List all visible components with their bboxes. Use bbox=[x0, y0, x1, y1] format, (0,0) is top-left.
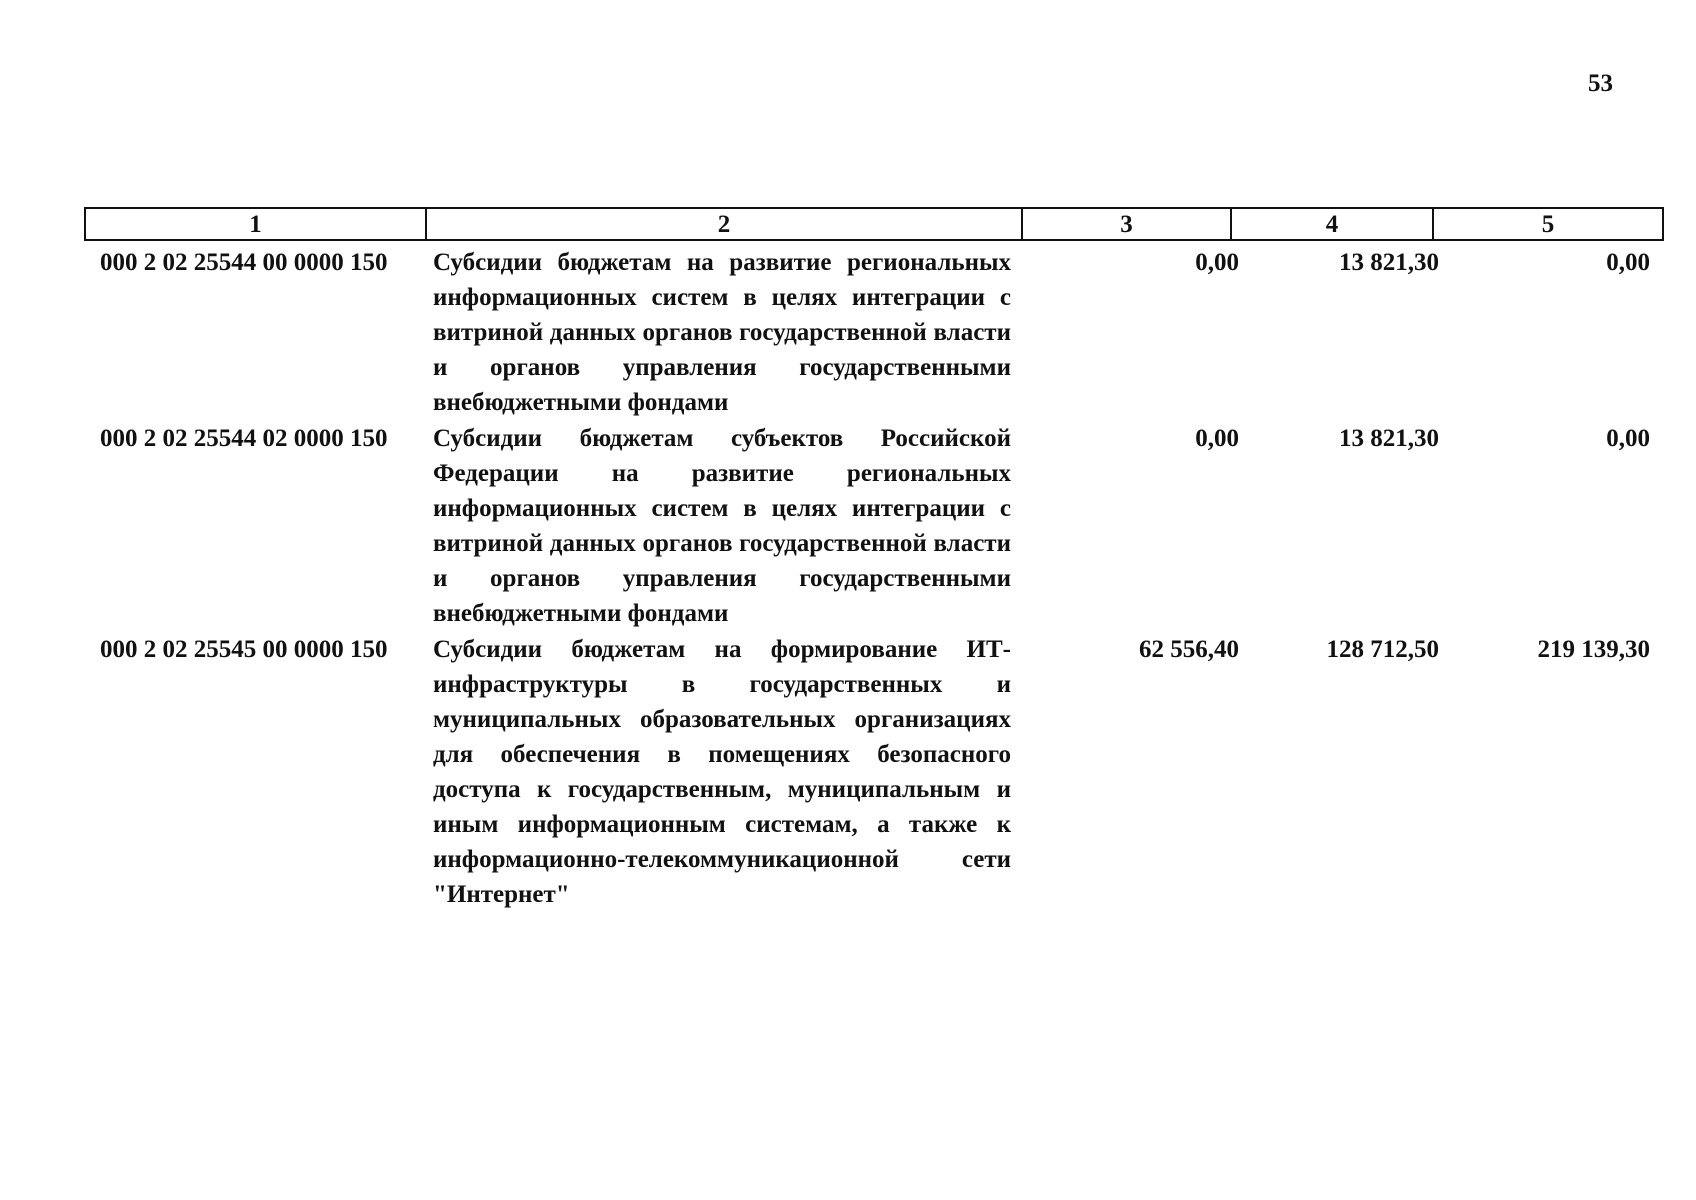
row-value-col4: 13 821,30 bbox=[1339, 249, 1439, 276]
row-code: 000 2 02 25545 00 0000 150 bbox=[100, 636, 388, 663]
row-description: Субсидии бюджетам на формирование ИТ-инфраструктуры в государственных и муниципальных образовательных организациях для обеспечения в помещениях безопасного доступа к государственным, муниципальным и иным информационным системам, а также к информационно-телекоммуникационной сети "Интернет" bbox=[433, 636, 1011, 908]
row-code: 000 2 02 25544 00 0000 150 bbox=[100, 249, 388, 276]
row-value-col5: 0,00 bbox=[1606, 249, 1650, 276]
row-value-col4: 128 712,50 bbox=[1326, 636, 1439, 663]
header-col-2: 2 bbox=[427, 209, 1023, 239]
page-number: 53 bbox=[1588, 70, 1613, 97]
row-value-col4: 13 821,30 bbox=[1339, 425, 1439, 452]
row-value-col3: 0,00 bbox=[1195, 425, 1239, 452]
row-value-col3: 0,00 bbox=[1195, 249, 1239, 276]
row-value-col5: 0,00 bbox=[1606, 425, 1650, 452]
header-col-3: 3 bbox=[1023, 209, 1232, 239]
row-value-col3: 62 556,40 bbox=[1139, 636, 1239, 663]
row-description: Субсидии бюджетам на развитие региональных информационных систем в целях интеграции с витриной данных органов государственной власти и органов управления государственными внебюджетными фондами bbox=[433, 249, 1011, 416]
header-col-5: 5 bbox=[1541, 211, 1555, 238]
table-header bbox=[84, 207, 1664, 241]
row-description: Субсидии бюджетам субъектов Российской Федерации на развитие региональных информационных систем в целях интеграции с витриной данных органов государственной власти и органов управления государственными внебюджетными фондами bbox=[433, 425, 1011, 627]
row-value-col5: 219 139,30 bbox=[1537, 636, 1650, 663]
header-col-4: 4 bbox=[1232, 209, 1434, 239]
row-code: 000 2 02 25544 02 0000 150 bbox=[100, 425, 388, 452]
header-col-1: 1 bbox=[86, 209, 427, 239]
